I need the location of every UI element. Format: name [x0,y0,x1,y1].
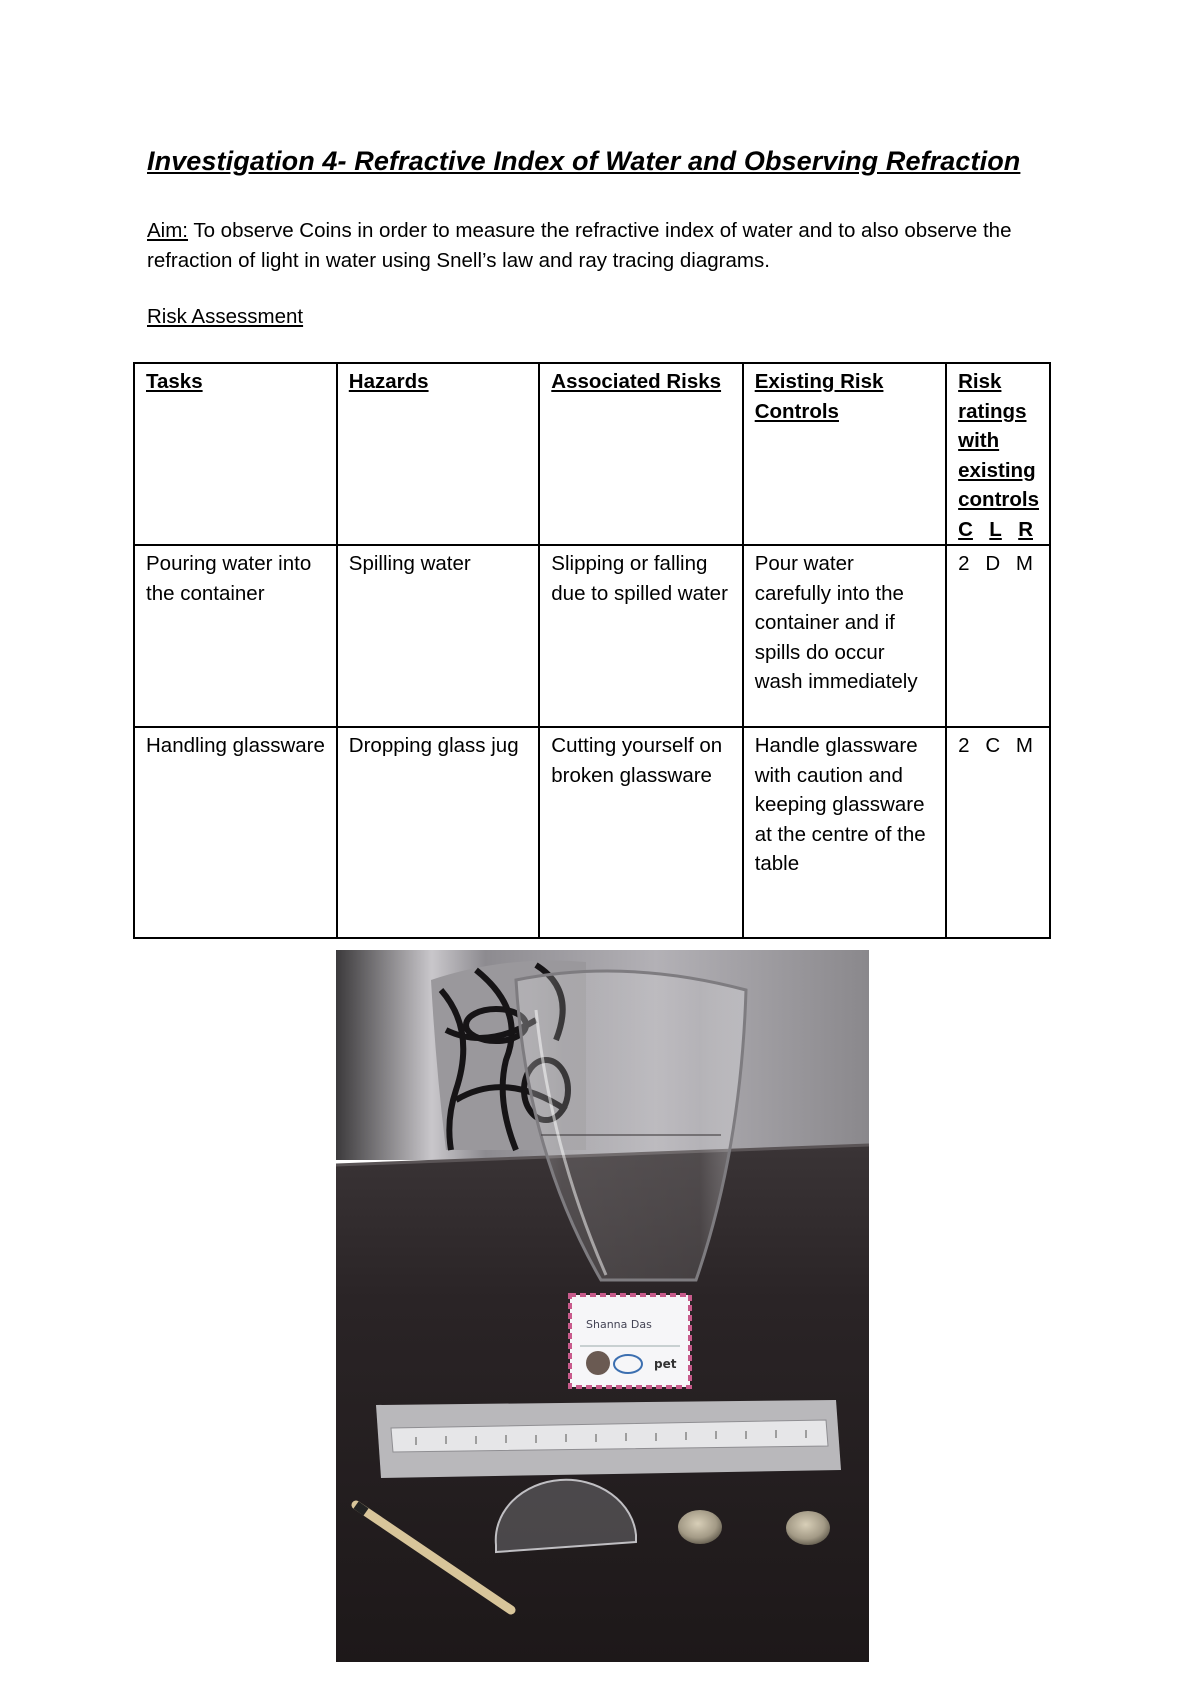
cell-control: Handle glassware with caution and keeping glassware at the centre of the table [743,727,946,938]
cell-hazard: Spilling water [337,545,539,727]
rating-c: 2 [958,734,970,757]
header-risk-ratings-label: Risk ratings with existing controls [958,370,1039,511]
rating-l: D [985,552,1001,575]
document-title: Investigation 4- Refractive Index of Water and Observing Refraction [147,146,1021,176]
aim-paragraph [147,216,1067,276]
rating-l: C [985,734,1001,757]
aim-label: Aim: [147,219,188,242]
svg-text:pet: pet [654,1357,677,1371]
risk-assessment-heading: Risk Assessment [147,305,304,328]
cell-hazard: Dropping glass jug [337,727,539,938]
header-hazards: Hazards [337,363,539,545]
rating-r: M [1015,734,1033,757]
rating-col-c: C [958,517,973,541]
cell-ratings [946,727,1050,938]
cell-risk: Cutting yourself on broken glassware [539,727,742,938]
cell-ratings [946,545,1050,727]
risk-assessment-table [133,362,1051,939]
table-header-row [134,363,1050,545]
rating-col-r: R [1018,517,1033,541]
header-existing-risk-controls: Existing Risk Controls [743,363,946,545]
header-associated-risks: Associated Risks [539,363,742,545]
rating-c: 2 [958,552,970,575]
svg-text:Shanna Das: Shanna Das [586,1318,652,1331]
rating-columns [958,515,1039,545]
header-tasks: Tasks [134,363,337,545]
cell-control: Pour water carefully into the container and if spills do occur wash immediately [743,545,946,727]
cell-task: Pouring water into the container [134,545,337,727]
header-risk-ratings [946,363,1050,545]
rating-r: M [1015,552,1033,575]
table-row [134,545,1050,727]
cell-task: Handling glassware [134,727,337,938]
cell-risk: Slipping or falling due to spilled water [539,545,742,727]
aim-text: To observe Coins in order to measure the refractive index of water and to also observe the refraction of light in water using Snell’s law and ray tracing diagrams. [147,219,1012,272]
rating-col-l: L [989,517,1002,541]
table-row [134,727,1050,938]
experiment-setup-photo [336,950,869,1662]
